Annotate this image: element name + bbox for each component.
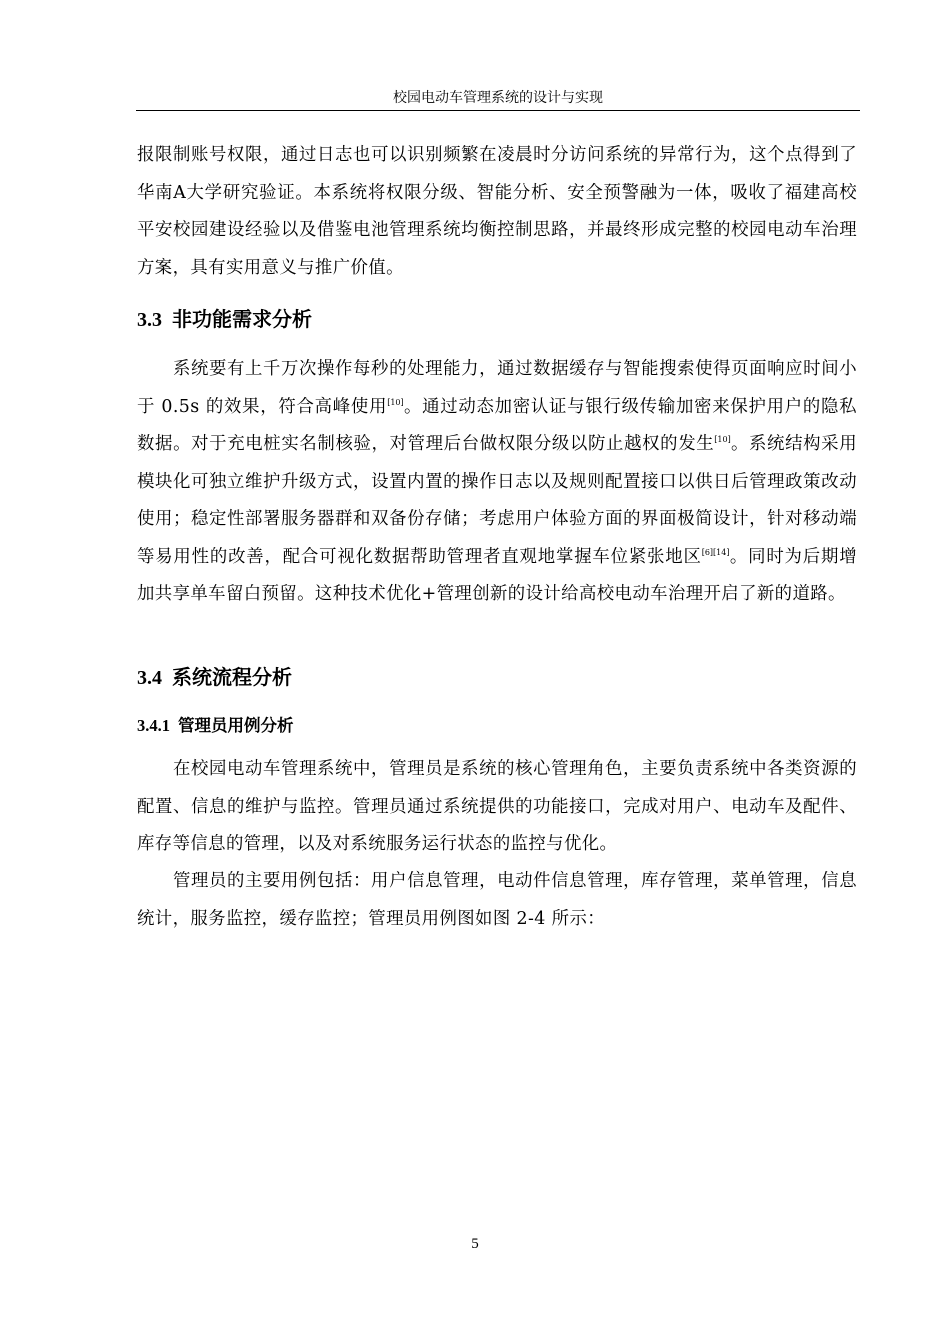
citation: [10] <box>387 397 404 407</box>
section-3-4-title: 系统流程分析 <box>172 665 292 689</box>
section-3-4-number: 3.4 <box>137 667 162 689</box>
page-number: 5 <box>471 1236 479 1252</box>
paragraph-text: 。同时为后期增加共享单车留白预留。这种技术优化+管理创新的设计给高校电动车治理开启了新的道路。 <box>137 546 857 604</box>
subsection-3-4-1-title: 管理员用例分析 <box>178 716 294 735</box>
citation: [6][14] <box>701 547 730 557</box>
header-rule <box>136 110 860 111</box>
section-3-3-heading <box>137 305 312 334</box>
running-header: 校园电动车管理系统的设计与实现 <box>393 90 603 106</box>
citation: [10] <box>714 435 731 445</box>
subsection-paragraph-1: 在校园电动车管理系统中，管理员是系统的核心管理角色，主要负责系统中各类资源的配置、信息的维护与监控。管理员通过系统提供的功能接口，完成对用户、电动车及配件、库存等信息的管理，以及对系统服务运行状态的监控与优化。 <box>137 759 857 854</box>
section-3-3-number: 3.3 <box>137 309 162 331</box>
section-3-3-paragraph <box>137 351 857 614</box>
subsection-3-4-1-number: 3.4.1 <box>137 716 170 735</box>
section-3-3-title: 非功能需求分析 <box>172 307 312 331</box>
section-3-4-heading <box>137 663 292 692</box>
paragraph-text: 。系统结构采用模块化可独立维护升级方式，设置内置的操作日志以及规则配置接口以供日后管理政策改动使用；稳定性部署服务器群和双备份存储；考虑用户体验方面的界面极简设计，针对移动端等易用性的改善，配合可视化数据帮助管理者直观地掌握车位紧张地区 <box>137 434 857 567</box>
subsection-3-4-1-heading <box>137 714 294 738</box>
paragraph-text: 系统要有上千万次操作每秒的处理能力，通过数据缓存与智能搜索使得页面响应时间小于 0.5s 的效果，符合高峰使用 <box>137 359 857 417</box>
subsection-paragraph-2: 管理员的主要用例包括：用户信息管理，电动件信息管理，库存管理，菜单管理，信息统计，服务监控，缓存监控；管理员用例图如图 2-4 所示： <box>137 871 857 929</box>
paragraph-text: 。通过动态加密认证与银行级传输加密来保护用户的隐私数据。对于充电桩实名制核验，对管理后台做权限分级以防止越权的发生 <box>137 396 857 454</box>
intro-paragraph: 报限制账号权限，通过日志也可以识别频繁在凌晨时分访问系统的异常行为，这个点得到了华南A大学研究验证。本系统将权限分级、智能分析、安全预警融为一体，吸收了福建高校平安校园建设经验以及借鉴电池管理系统均衡控制思路，并最终形成完整的校园电动车治理方案，具有实用意义与推广价值。 <box>137 145 857 278</box>
